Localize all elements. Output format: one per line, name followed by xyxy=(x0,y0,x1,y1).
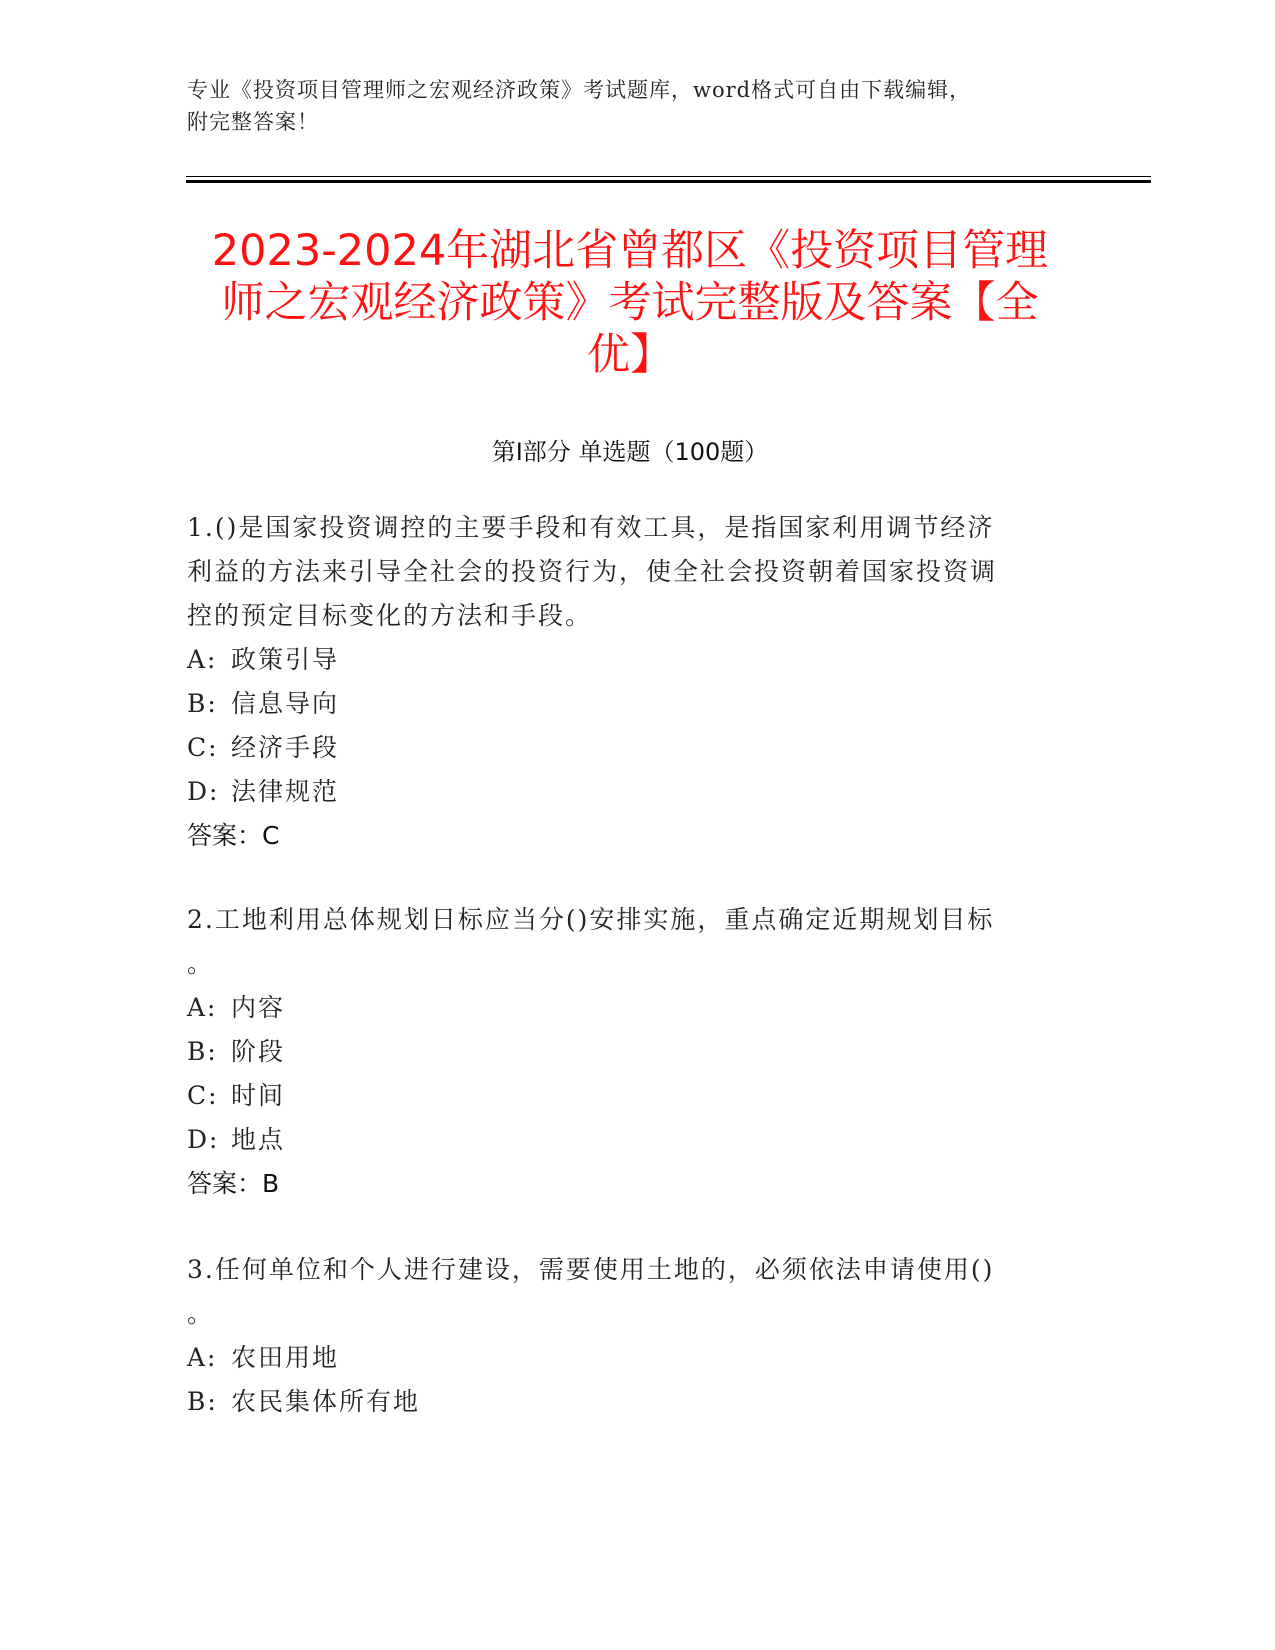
question-text-line: 2.工地利用总体规划日标应当分()安排实施，重点确定近期规划目标 xyxy=(187,905,995,934)
option-d xyxy=(187,1120,285,1156)
answer: 答案：C xyxy=(187,821,280,850)
option-text: 内容 xyxy=(231,993,286,1022)
title-line: 2023-2024年湖北省曾都区《投资项目管理 xyxy=(211,226,1049,276)
question-text-line: 。 xyxy=(187,1299,215,1328)
header-note xyxy=(187,74,1067,138)
header-note-line: 专业《投资项目管理师之宏观经济政策》考试题库，word格式可自由下载编辑， xyxy=(187,78,972,102)
option-text: 信息导向 xyxy=(231,689,340,718)
question-text-line: 3.任何单位和个人进行建设，需要使用土地的，必须依法申请使用() xyxy=(187,1255,995,1284)
option-a xyxy=(187,640,339,676)
document-title xyxy=(150,225,1110,381)
option-c xyxy=(187,728,339,764)
option-text: 经济手段 xyxy=(231,733,340,762)
question-text-line: 。 xyxy=(187,949,215,978)
option-a xyxy=(187,1338,339,1374)
option-text: 农民集体所有地 xyxy=(231,1387,421,1416)
title-line: 优】 xyxy=(587,330,673,380)
divider-thick xyxy=(186,180,1151,183)
title-line: 师之宏观经济政策》考试完整版及答案【全 xyxy=(221,278,1039,328)
option-text: 农田用地 xyxy=(231,1343,340,1372)
header-note-line: 附完整答案！ xyxy=(187,110,319,134)
option-a xyxy=(187,988,285,1024)
option-b xyxy=(187,684,339,720)
option-letter: A: xyxy=(187,1343,218,1372)
option-text: 政策引导 xyxy=(231,645,340,674)
divider-thin xyxy=(186,176,1151,177)
option-letter: B: xyxy=(187,1037,218,1066)
section-heading: 第Ⅰ部分 单选题（100题） xyxy=(491,438,769,466)
option-text: 法律规范 xyxy=(231,777,340,806)
option-b xyxy=(187,1032,285,1068)
option-text: 阶段 xyxy=(231,1037,286,1066)
answer: 答案：B xyxy=(187,1169,280,1198)
option-c xyxy=(187,1076,285,1112)
option-letter: D: xyxy=(187,777,220,806)
option-letter: B: xyxy=(187,689,218,718)
option-letter: A: xyxy=(187,993,218,1022)
option-letter: B: xyxy=(187,1387,218,1416)
option-text: 时间 xyxy=(231,1081,286,1110)
question-text-line: 1.()是国家投资调控的主要手段和有效工具，是指国家利用调节经济 xyxy=(187,513,995,542)
option-letter: C: xyxy=(187,1081,219,1110)
option-letter: D: xyxy=(187,1125,220,1154)
option-letter: C: xyxy=(187,733,219,762)
question-text-line: 利益的方法来引导全社会的投资行为，使全社会投资朝着国家投资调 xyxy=(187,557,998,586)
option-b xyxy=(187,1382,420,1418)
question-text-line: 控的预定目标变化的方法和手段。 xyxy=(187,601,593,630)
option-letter: A: xyxy=(187,645,218,674)
option-text: 地点 xyxy=(231,1125,286,1154)
option-d xyxy=(187,772,339,808)
